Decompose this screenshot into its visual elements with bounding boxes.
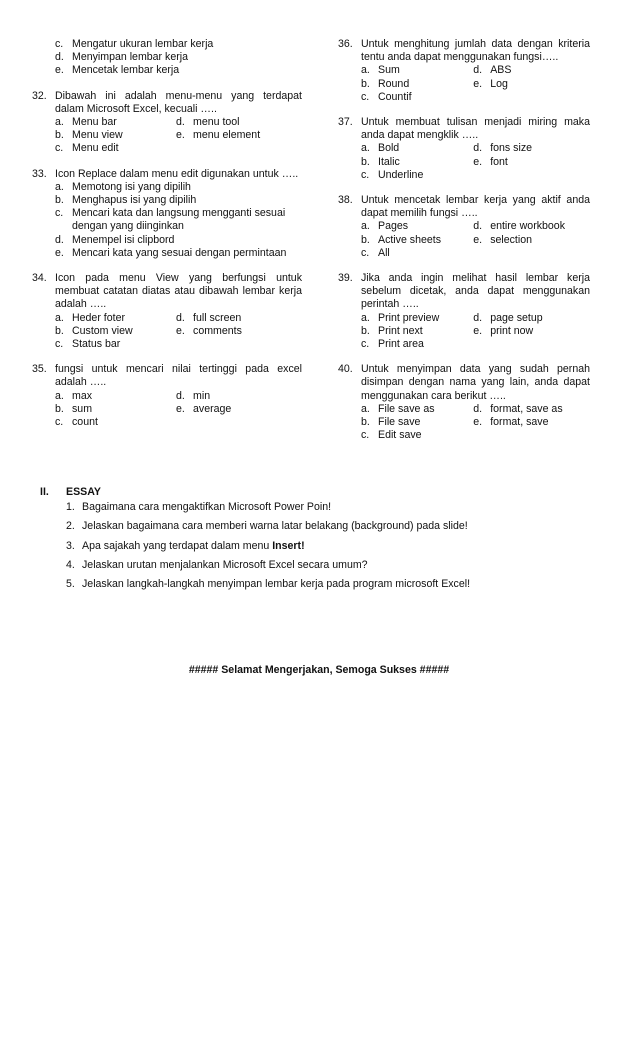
question-text: Jika anda ingin melihat hasil lembar kerja sebelum dicetak, anda dapat menggunakan perintah ….. [361,272,590,311]
option-text: average [193,402,232,415]
previous-question-options [32,38,302,78]
option-letter: c. [361,90,370,103]
option-letter: e. [473,77,483,90]
option-text: Menu bar [72,116,117,129]
question-text: Untuk mencetak lembar kerja yang aktif anda dapat memilih fungsi ….. [361,194,590,220]
option-text: Menu view [72,129,123,142]
option-text: File save as [378,402,435,415]
option-list [338,312,590,352]
option-text: Round [378,77,410,90]
option-text: Countif [378,90,412,103]
essay-item [40,578,600,591]
essay-list [40,501,600,591]
option [361,403,473,416]
option-text: Print preview [378,311,440,324]
option-text: Log [490,77,508,90]
essay-item [40,559,600,572]
question-text: Dibawah ini adalah menu-menu yang terdapat dalam Microsoft Excel, kecuali ….. [55,89,302,115]
option [361,312,473,325]
option-letter: d. [473,220,483,233]
option [55,207,302,233]
essay-item-number: 5. [66,578,75,591]
left-column [32,38,302,429]
option [361,64,473,77]
question-number: 35. [32,363,47,376]
option-text: Heder foter [72,311,125,324]
option-letter: b. [361,233,370,246]
option-letter: a. [361,311,370,324]
essay-item [40,540,600,553]
question-line [338,38,590,64]
option [473,403,590,416]
essay-item-text [82,501,331,514]
option-letter: c. [361,246,370,259]
option-text: page setup [490,311,543,324]
question-line [338,272,590,312]
option-text: Menu edit [72,142,119,155]
option-letter: a. [55,311,64,324]
option [473,142,590,155]
question [32,90,302,156]
option [361,429,590,442]
question-number: 32. [32,89,47,102]
essay-item-body: Jelaskan langkah-langkah menyimpan lembar kerja pada program microsoft Excel! [82,578,471,591]
option-letter: d. [176,116,185,129]
option [473,416,590,429]
option-letter: b. [55,129,64,142]
question-number: 34. [32,272,47,285]
option-letter: e. [176,402,185,415]
option-text: count [72,416,98,429]
option-letter: c. [55,38,64,50]
question-text: Untuk menyimpan data yang sudah pernah disimpan dengan nama yang lain, anda dapat menggunakan cara berikut ….. [361,363,590,402]
option [473,220,590,233]
option-list [32,116,302,156]
option-text: Status bar [72,338,121,351]
option [473,64,590,77]
option [473,156,590,169]
option-letter: d. [473,311,483,324]
question-number: 33. [32,167,47,180]
option [473,312,590,325]
option-text: Mencari kata dan langsung mengganti sesuai dengan yang diinginkan [72,207,286,233]
option [55,403,176,416]
option-text: format, save [490,416,549,429]
option-text: Memotong isi yang dipilih [72,180,191,193]
right-question-list [338,38,590,442]
option [361,338,590,351]
option-list [338,403,590,443]
option-letter: e. [176,324,185,337]
essay-item-body: Bagaimana cara mengaktifkan Microsoft Power Poin! [82,501,332,514]
question-line [32,363,302,389]
question [338,116,590,182]
essay-item-body: Apa sajakah yang terdapat dalam menu [82,539,273,552]
option-letter: e. [176,129,185,142]
question [32,363,302,429]
essay-item-body: Jelaskan urutan menjalankan Microsoft Excel secara umum? [82,558,368,571]
option-list [32,390,302,430]
question [338,38,590,104]
option [361,91,590,104]
essay-item-number: 1. [66,501,75,514]
option-letter: b. [361,416,370,429]
option-letter: b. [361,77,370,90]
option-letter: a. [55,389,64,402]
option-letter: e. [473,155,483,168]
option-list [338,220,590,260]
option [55,142,302,155]
section-title: ESSAY [66,486,101,498]
option [176,390,302,403]
option [361,169,590,182]
option-letter: c. [55,207,64,220]
option-text: format, save as [490,402,563,415]
essay-item-text [82,520,468,533]
option [55,38,302,51]
option [176,325,302,338]
question-text: Untuk menghitung jumlah data dengan kriteria tentu anda dapat menggunakan fungsi….. [361,38,590,64]
option-letter: d. [55,51,64,64]
option-list [32,312,302,352]
option-text: Menghapus isi yang dipilih [72,194,197,207]
option-letter: d. [176,389,185,402]
option [176,129,302,142]
option-text: max [72,389,93,402]
essay-section [40,486,600,591]
option-text: comments [193,324,242,337]
option-list [338,142,590,182]
question-text: Untuk membuat tulisan menjadi miring maka anda dapat mengklik ….. [361,116,590,142]
option [55,247,302,260]
option-text: Menempel isi clipbord [72,233,175,246]
option-text: Mencari kata yang sesuai dengan permintaan [72,246,287,259]
essay-item-text [82,578,470,591]
option [176,403,302,416]
option-letter: b. [361,324,370,337]
option-text: Print area [378,338,424,351]
essay-item-text [82,540,305,553]
option-letter: c. [361,429,370,442]
option [55,390,176,403]
option [473,234,590,247]
option-letter: e. [473,324,483,337]
option [55,129,176,142]
option [361,142,473,155]
option-letter: b. [55,324,64,337]
option-letter: b. [55,194,64,207]
option [361,247,590,260]
right-column [338,38,590,442]
option-letter: d. [55,233,64,246]
question [32,272,302,351]
option-text: Active sheets [378,233,442,246]
question-line [338,116,590,142]
option-text: File save [378,416,421,429]
option-text: menu tool [193,116,240,129]
option [55,416,302,429]
option-text: Menyimpan lembar kerja [72,51,188,64]
question-number: 36. [338,38,353,50]
option [361,416,473,429]
section-number: II. [40,486,49,498]
option-text: entire workbook [490,220,565,233]
option-text: ABS [490,64,512,77]
option-letter: d. [473,402,483,415]
question-text: Icon Replace dalam menu edit digunakan untuk ….. [55,167,299,180]
option-letter: a. [361,402,370,415]
essay-item-text [82,559,368,572]
question-line [338,194,590,220]
option-list [338,64,590,104]
option [55,181,302,194]
left-question-list [32,90,302,430]
option [176,116,302,129]
essay-item-bold: Insert! [272,539,305,552]
essay-item-number: 4. [66,558,75,571]
option-letter: c. [55,142,64,155]
option-letter: c. [55,338,64,351]
option-text: sum [72,402,93,415]
question-number: 40. [338,363,353,376]
question-text: Icon pada menu View yang berfungsi untuk membuat catatan diatas atau dibawah lembar kerja adalah ….. [55,272,302,311]
option-text: Edit save [378,429,422,442]
option-letter: d. [473,142,483,155]
option-text: Bold [378,142,400,155]
option-text: Mencetak lembar kerja [72,64,180,77]
essay-item [40,520,600,533]
option-letter: e. [55,246,64,259]
option [55,51,302,64]
essay-item-number: 3. [66,539,75,552]
option-text: All [378,246,390,259]
option-text: Underline [378,168,424,181]
essay-heading [40,486,600,499]
option-list [32,181,302,260]
option [176,312,302,325]
option-text: Sum [378,64,400,77]
option-text: min [193,389,211,402]
option-letter: a. [55,116,64,129]
option-text: Italic [378,155,400,168]
question [338,272,590,351]
option-letter: e. [55,64,64,77]
question-line [32,272,302,312]
option-letter: a. [55,180,64,193]
essay-item-body: Jelaskan bagaimana cara memberi warna latar belakang (background) pada slide! [82,520,468,533]
option-letter: b. [55,402,64,415]
option-text: menu element [193,129,261,142]
essay-item-number: 2. [66,520,75,533]
option-letter: a. [361,64,370,77]
option [361,156,473,169]
option-text: Custom view [72,324,133,337]
option-text: fons size [490,142,533,155]
option [55,325,176,338]
option [55,338,302,351]
option-letter: a. [361,142,370,155]
question [338,363,590,442]
option-text: print now [490,324,534,337]
option-letter: d. [176,311,185,324]
option [361,234,473,247]
question [32,168,302,260]
option-text: selection [490,233,533,246]
option [361,325,473,338]
question-number: 39. [338,272,353,285]
question-line [338,363,590,403]
option-letter: a. [361,220,370,233]
option [55,116,176,129]
option [361,220,473,233]
question-number: 37. [338,116,353,129]
option [361,78,473,91]
option [473,78,590,91]
option-letter: b. [361,155,370,168]
option-text: font [490,155,508,168]
option-text: full screen [193,311,242,324]
option-text: Mengatur ukuran lembar kerja [72,38,214,50]
question [338,194,590,260]
option-letter: e. [473,233,483,246]
option-letter: c. [361,338,370,351]
option-text: Pages [378,220,409,233]
closing-message: ##### Selamat Mengerjakan, Semoga Sukses ##### [188,664,450,676]
option [55,64,302,77]
option [55,194,302,207]
question-line [32,90,302,116]
option-letter: c. [361,168,370,181]
option [55,234,302,247]
option [55,312,176,325]
essay-item [40,501,600,514]
option-letter: d. [473,64,483,77]
question-text: fungsi untuk mencari nilai tertinggi pada excel adalah ….. [55,363,302,389]
question-number: 38. [338,194,353,207]
option-letter: c. [55,416,64,429]
option-text: Print next [378,324,423,337]
question-line [32,168,302,181]
option-letter: e. [473,416,483,429]
option [473,325,590,338]
